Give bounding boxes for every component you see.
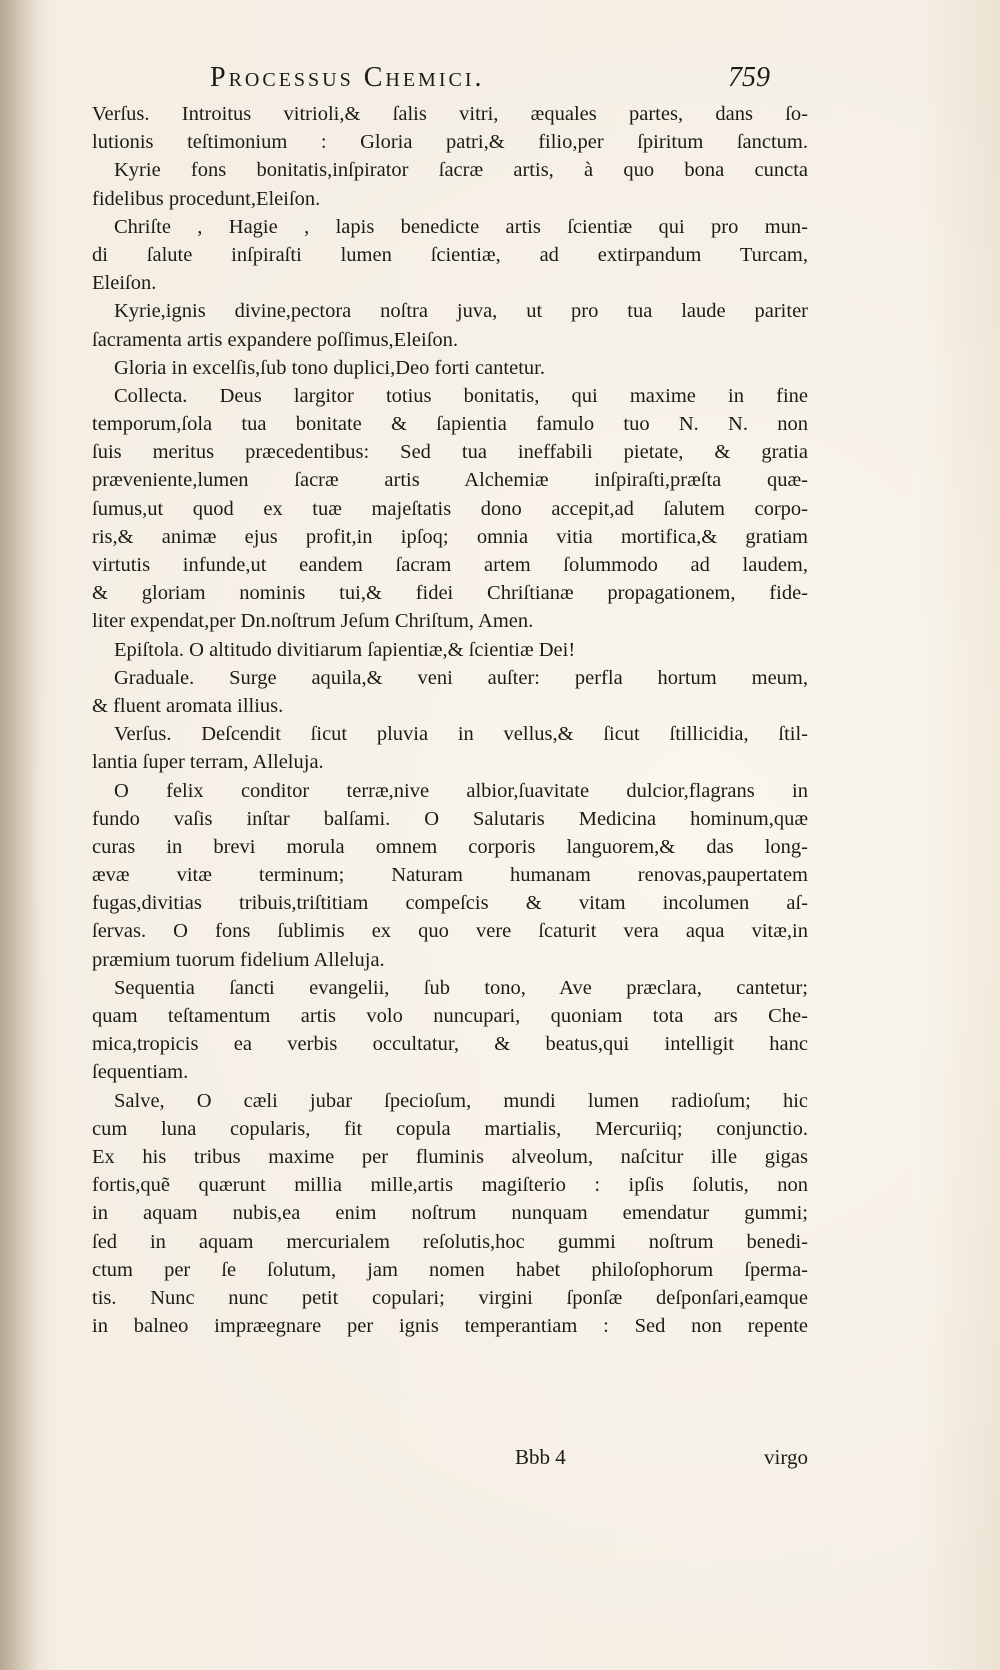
text-line: quam teſtamentum artis volo nuncupari, quoniam tota ars Che- [92,1005,808,1027]
text-line: ſed in aquam mercurialem reſolutis,hoc gummi noſtrum benedi- [92,1230,808,1253]
running-title: Processus Chemici. [210,62,485,93]
text-line: ſequentiam. [92,1061,189,1084]
text-line: ſervas. O fons ſublimis ex quo vere ſcaturit vera aqua vitæ,in [92,920,808,943]
text-line: in aquam nubis,ea enim noſtrum nunquam emendatur gummi; [92,1202,808,1225]
text-line: præveniente,lumen ſacræ artis Alchemiæ inſpiraſti,præſta quæ- [92,469,808,492]
text-line: fundo vaſis inſtar balſami. O Salutaris Medicina hominum,quæ [92,807,808,830]
body-text [92,100,808,1340]
page-number: 759 [728,62,770,93]
page-gutter-shadow [0,0,40,1670]
text-line: Collecta. Deus largitor totius bonitatis, qui maxime in fine [114,384,808,407]
text-line: Kyrie,ignis divine,pectora noſtra juva, ut pro tua laude pariter [114,300,808,323]
text-line: Verſus. Introitus vitrioli,& ſalis vitri, æquales partes, dans ſo- [92,103,808,125]
text-line: Salve, O cæli jubar ſpecioſum, mundi lumen radioſum; hic [114,1089,808,1112]
text-line: Gloria in excelſis,ſub tono duplici,Deo forti cantetur. [114,356,545,379]
text-line: ſumus,ut quod ex tuæ majeſtatis dono accepit,ad ſalutem corpo- [92,497,808,520]
text-line: ſuis meritus præcedentibus: Sed tua ineffabili pietate, & gratia [92,441,808,464]
text-line: mica,tropicis ea verbis occultatur, & beatus,qui intelligit hanc [92,1033,808,1056]
page-header [210,62,770,102]
text-line: ſacramenta artis expandere poſſimus,Eleiſon. [92,328,459,351]
page-footer [92,1445,808,1475]
text-line: fortis,quẽ quærunt millia mille,artis magiſterio : ipſis ſolutis, non [92,1174,808,1197]
text-line: & fluent aromata illius. [92,694,284,717]
text-line: ævæ vitæ terminum; Naturam humanam renovas,paupertatem [92,864,808,887]
text-line: tis. Nunc nunc petit copulari; virgini ſponſæ deſponſari,eamque [92,1286,808,1309]
text-line: ris,& animæ ejus profit,in ipſoq; omnia vitia mortifica,& gratiam [92,525,808,548]
catchword: virgo [764,1445,808,1469]
text-line: liter expendat,per Dn.noſtrum Jeſum Chriſtum, Amen. [92,610,534,633]
text-line: fidelibus procedunt,Eleiſon. [92,187,321,210]
text-line: præmium tuorum fidelium Alleluja. [92,948,385,971]
text-line: temporum,ſola tua bonitate & ſapientia famulo tuo N. N. non [92,413,808,436]
text-line: lutionis teſtimonium : Gloria patri,& filio,per ſpiritum ſanctum. [92,131,808,154]
text-line: in balneo impræegnare per ignis temperantiam : Sed non repente [92,1315,808,1338]
text-line: virtutis infunde,ut eandem ſacram artem ſolummodo ad laudem, [92,554,808,576]
text-line: Epiſtola. O altitudo divitiarum ſapientiæ,& ſcientiæ Dei! [114,638,576,661]
text-line: cum luna copularis, fit copula martialis, Mercuriiq; conjunctio. [92,1117,808,1140]
text-line: Verſus. Deſcendit ſicut pluvia in vellus,& ſicut ſtillicidia, ſtil- [114,723,808,746]
text-line: Ex his tribus maxime per fluminis alveolum, naſcitur ille gigas [92,1145,808,1168]
text-line: Eleiſon. [92,272,157,295]
signature-mark: Bbb 4 [515,1445,566,1469]
text-line: curas in brevi morula omnem corporis languorem,& das long- [92,835,808,858]
text-line: & gloriam nominis tui,& fidei Chriſtianæ propagationem, fide- [92,582,808,605]
text-line: O felix conditor terræ,nive albior,ſuavitate dulcior,flagrans in [114,779,808,802]
text-line: fugas,divitias tribuis,triſtitiam compeſcis & vitam incolumen aſ- [92,892,808,915]
text-line: Chriſte , Hagie , lapis benedicte artis ſcientiæ qui pro mun- [114,215,808,238]
text-line: lantia ſuper terram, Alleluja. [92,751,324,774]
text-line: di ſalute inſpiraſti lumen ſcientiæ, ad extirpandum Turcam, [92,243,808,266]
text-line: Sequentia ſancti evangelii, ſub tono, Ave præclara, cantetur; [114,976,808,999]
text-line: Kyrie fons bonitatis,inſpirator ſacræ artis, à quo bona cuncta [114,159,808,182]
text-line: ctum per ſe ſolutum, jam nomen habet philoſophorum ſperma- [92,1258,808,1281]
text-line: Graduale. Surge aquila,& veni auſter: perfla hortum meum, [114,666,808,689]
